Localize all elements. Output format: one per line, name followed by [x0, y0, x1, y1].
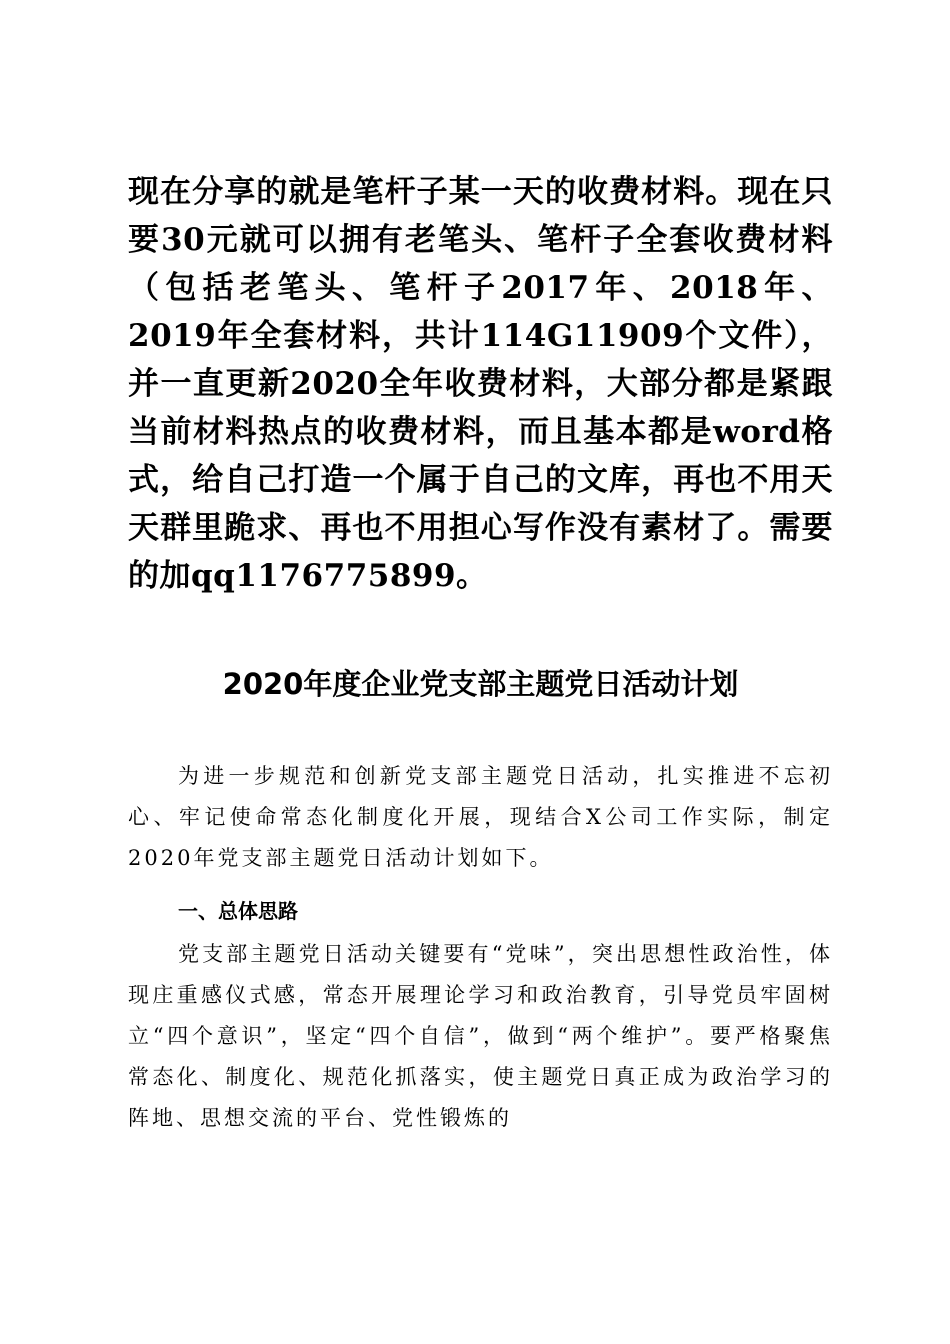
section-heading-overall-approach: 一、总体思路	[178, 899, 298, 923]
promo-paragraph: 现在分享的就是笔杆子某一天的收费材料。现在只要30元就可以拥有老笔头、笔杆子全套收费材料（包括老笔头、笔杆子2017年、2018年、2019年全套材料，共计114G11909个文件），并一直更新2020全年收费材料，大部分都是紧跟当前材料热点的收费材料，而且基本都是word格式，给自己打造一个属于自己的文库，再也不用天天群里跪求、再也不用担心写作没有素材了。需要的加qq1176775899。	[128, 174, 833, 594]
document-title: 2020年度企业党支部主题党日活动计划	[222, 667, 739, 701]
intro-paragraph: 为进一步规范和创新党支部主题党日活动，扎实推进不忘初心、牢记使命常态化制度化开展，现结合X公司工作实际，制定2020年党支部主题党日活动计划如下。	[128, 764, 833, 870]
document-page	[128, 0, 833, 1344]
section1-paragraph: 党支部主题党日活动关键要有“党味”，突出思想性政治性，体现庄重感仪式感，常态开展理论学习和政治教育，引导党员牢固树立“四个意识”，坚定“四个自信”，做到“两个维护”。要严格聚焦常态化、制度化、规范化抓落实，使主题党日真正成为政治学习的阵地、思想交流的平台、党性锻炼的	[128, 942, 833, 1130]
